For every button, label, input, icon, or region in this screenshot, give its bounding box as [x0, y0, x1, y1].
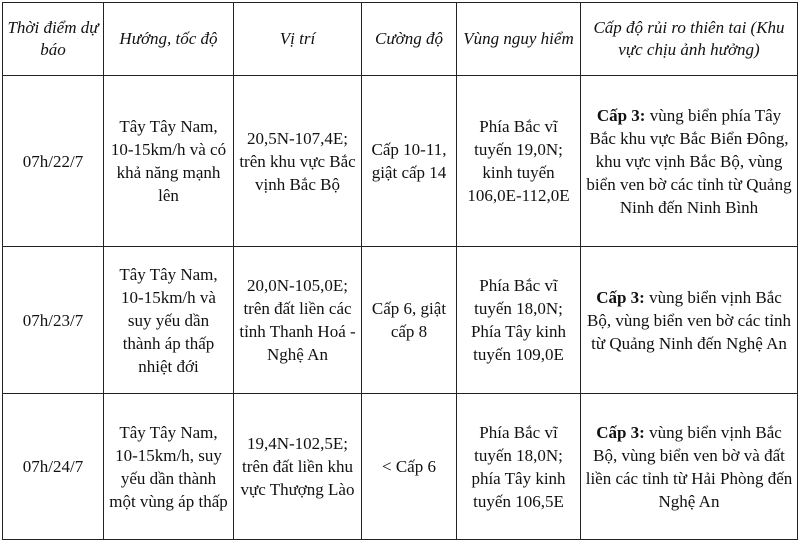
cell-danger-zone: Phía Bắc vĩ tuyến 18,0N; Phía Tây kinh tuyến 109,0E [457, 247, 581, 394]
cell-direction: Tây Tây Nam, 10-15km/h và có khả năng mạnh lên [104, 76, 234, 247]
cell-position: 19,4N-102,5E; trên đất liền khu vực Thượng Lào [234, 394, 362, 540]
cell-risk [581, 76, 798, 247]
cell-time: 07h/23/7 [3, 247, 104, 394]
header-time: Thời điểm dự báo [3, 3, 104, 76]
header-danger-zone: Vùng nguy hiểm [457, 3, 581, 76]
cell-direction: Tây Tây Nam, 10-15km/h và suy yếu dần thành áp thấp nhiệt đới [104, 247, 234, 394]
risk-level-label: Cấp 3: [596, 105, 646, 125]
header-position: Vị trí [234, 3, 362, 76]
risk-area-text: vùng biển phía Tây Bắc khu vực Bắc Biển Đông, khu vực vịnh Bắc Bộ, vùng biển ven bờ các tỉnh từ Quảng Ninh đến Ninh Bình [586, 105, 792, 217]
cell-time: 07h/24/7 [3, 394, 104, 540]
cell-danger-zone: Phía Bắc vĩ tuyến 19,0N; kinh tuyến 106,0E-112,0E [457, 76, 581, 247]
risk-area-text: vùng biển vịnh Bắc Bộ, vùng biển ven bờ các tỉnh từ Quảng Ninh đến Nghệ An [587, 287, 791, 353]
header-risk-level: Cấp độ rủi ro thiên tai (Khu vực chịu ảnh hưởng) [581, 3, 798, 76]
cell-time: 07h/22/7 [3, 76, 104, 247]
risk-level-label: Cấp 3: [596, 422, 645, 442]
cell-danger-zone: Phía Bắc vĩ tuyến 18,0N; phía Tây kinh tuyến 106,5E [457, 394, 581, 540]
cell-intensity: < Cấp 6 [362, 394, 457, 540]
storm-forecast-table [2, 2, 798, 540]
risk-level-label: Cấp 3: [596, 287, 645, 307]
cell-intensity: Cấp 6, giật cấp 8 [362, 247, 457, 394]
cell-intensity: Cấp 10-11, giật cấp 14 [362, 76, 457, 247]
table-row [3, 76, 798, 247]
table-row [3, 247, 798, 394]
cell-position: 20,0N-105,0E; trên đất liền các tỉnh Thanh Hoá - Nghệ An [234, 247, 362, 394]
cell-direction: Tây Tây Nam, 10-15km/h, suy yếu dần thành một vùng áp thấp [104, 394, 234, 540]
cell-position: 20,5N-107,4E; trên khu vực Bắc vịnh Bắc Bộ [234, 76, 362, 247]
risk-area-text: vùng biển vịnh Bắc Bộ, vùng biển ven bờ và đất liền các tỉnh từ Hải Phòng đến Nghệ An [585, 422, 793, 511]
header-row [3, 3, 798, 76]
cell-risk [581, 394, 798, 540]
table-row [3, 394, 798, 540]
header-direction: Hướng, tốc độ [104, 3, 234, 76]
cell-risk [581, 247, 798, 394]
header-intensity: Cường độ [362, 3, 457, 76]
